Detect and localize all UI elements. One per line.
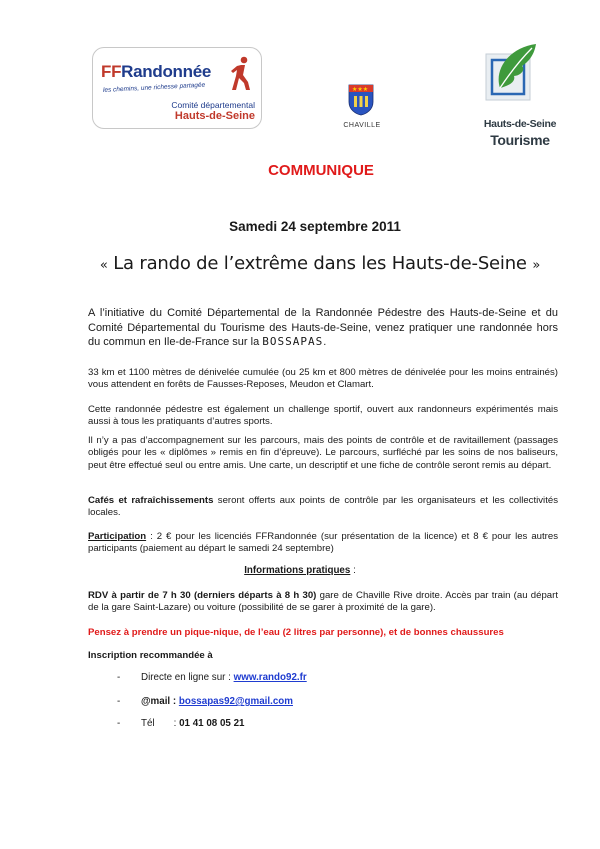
- coat-of-arms-icon: [348, 84, 374, 116]
- svg-text:★★★: ★★★: [352, 86, 369, 93]
- email-link[interactable]: bossapas92@gmail.com: [178, 696, 293, 707]
- ffr-comite: Comité départemental: [171, 100, 255, 110]
- challenge-paragraph: Cette randonnée pédestre est également un challenge sportif, ouvert aux randonneurs expérimentés mais aussi à tous les pratiquants d’autres sports.: [88, 404, 558, 428]
- contact-email: - @mail : bossapas92@gmail.com: [117, 696, 293, 707]
- event-headline: « La rando de l’extrême dans les Hauts-de-Seine »: [99, 253, 541, 274]
- oak-leaf-icon: [478, 40, 548, 110]
- intro-paragraph: A l’initiative du Comité Départemental de la Randonnée Pédestre des Hauts-de-Seine et du Comité Départemental du Tourisme des Hauts-de-Seine, venez pratiquer une randonnée hors du commun en Ile-de-France sur la BOSSAPAS.: [88, 307, 558, 349]
- chaville-logo: [330, 84, 394, 134]
- tourisme-logo: [472, 40, 562, 158]
- rdv-paragraph: RDV à partir de 7 h 30 (derniers départs à 8 h 30) gare de Chaville Rive droite. Accès par train (au départ de la gare Saint-Lazare) ou voiture (possibilité de se garer à proximité de la gare).: [88, 590, 558, 614]
- distances-paragraph: 33 km et 1100 mètres de dénivelée cumulée (ou 25 km et 800 mètres de dénivelée pour les moins entrainés) vous attendent en forêts de Fausses-Reposes, Meudon et Clamart.: [88, 367, 558, 391]
- controle-paragraph: Il n’y a pas d’accompagnement sur les parcours, mais des points de contrôle et de ravitaillement (passages obligés pour les « diplômes » remis en fin d’épreuve). Le parcours, surfléché par les soins de nos baliseurs, peut être effectué seul ou entre amis. Une carte, un descriptif et une fiche de contrôle seront remis au départ.: [88, 435, 558, 471]
- tourisme-name-line2: Tourisme: [490, 132, 550, 148]
- tourisme-name-line1: Hauts-de-Seine: [483, 118, 557, 130]
- event-date: Samedi 24 septembre 2011: [229, 219, 401, 234]
- info-heading: Informations pratiques :: [244, 565, 356, 576]
- cafes-paragraph: Cafés et rafraîchissements seront offerts aux points de contrôle par les organisateurs et les collectivités locales.: [88, 495, 558, 519]
- communique-heading: COMMUNIQUE: [268, 162, 374, 179]
- hiker-icon: [229, 56, 253, 92]
- picnic-warning: Pensez à prendre un pique-nique, de l’eau (2 litres par personne), et de bonnes chaussures: [88, 627, 504, 638]
- ffr-brand-name: FFRandonnée: [101, 62, 212, 81]
- website-link[interactable]: www.rando92.fr: [233, 672, 307, 683]
- chaville-name: CHAVILLE: [343, 122, 381, 129]
- phone-number: 01 41 08 05 21: [179, 718, 245, 729]
- contact-phone: - Tél : 01 41 08 05 21: [117, 718, 245, 729]
- contact-website: - Directe en ligne sur : www.rando92.fr: [117, 672, 307, 683]
- ffr-department: Hauts-de-Seine: [174, 110, 255, 122]
- ffrandonnee-logo: [92, 47, 262, 129]
- participation-paragraph: Participation : 2 € pour les licenciés FFRandonnée (sur présentation de la licence) et 8 € pour les autres participants (paiement au départ le samedi 24 septembre): [88, 531, 558, 555]
- ffr-slogan: les chemins, une richesse partagée: [102, 81, 206, 94]
- inscription-heading: Inscription recommandée à: [88, 650, 213, 661]
